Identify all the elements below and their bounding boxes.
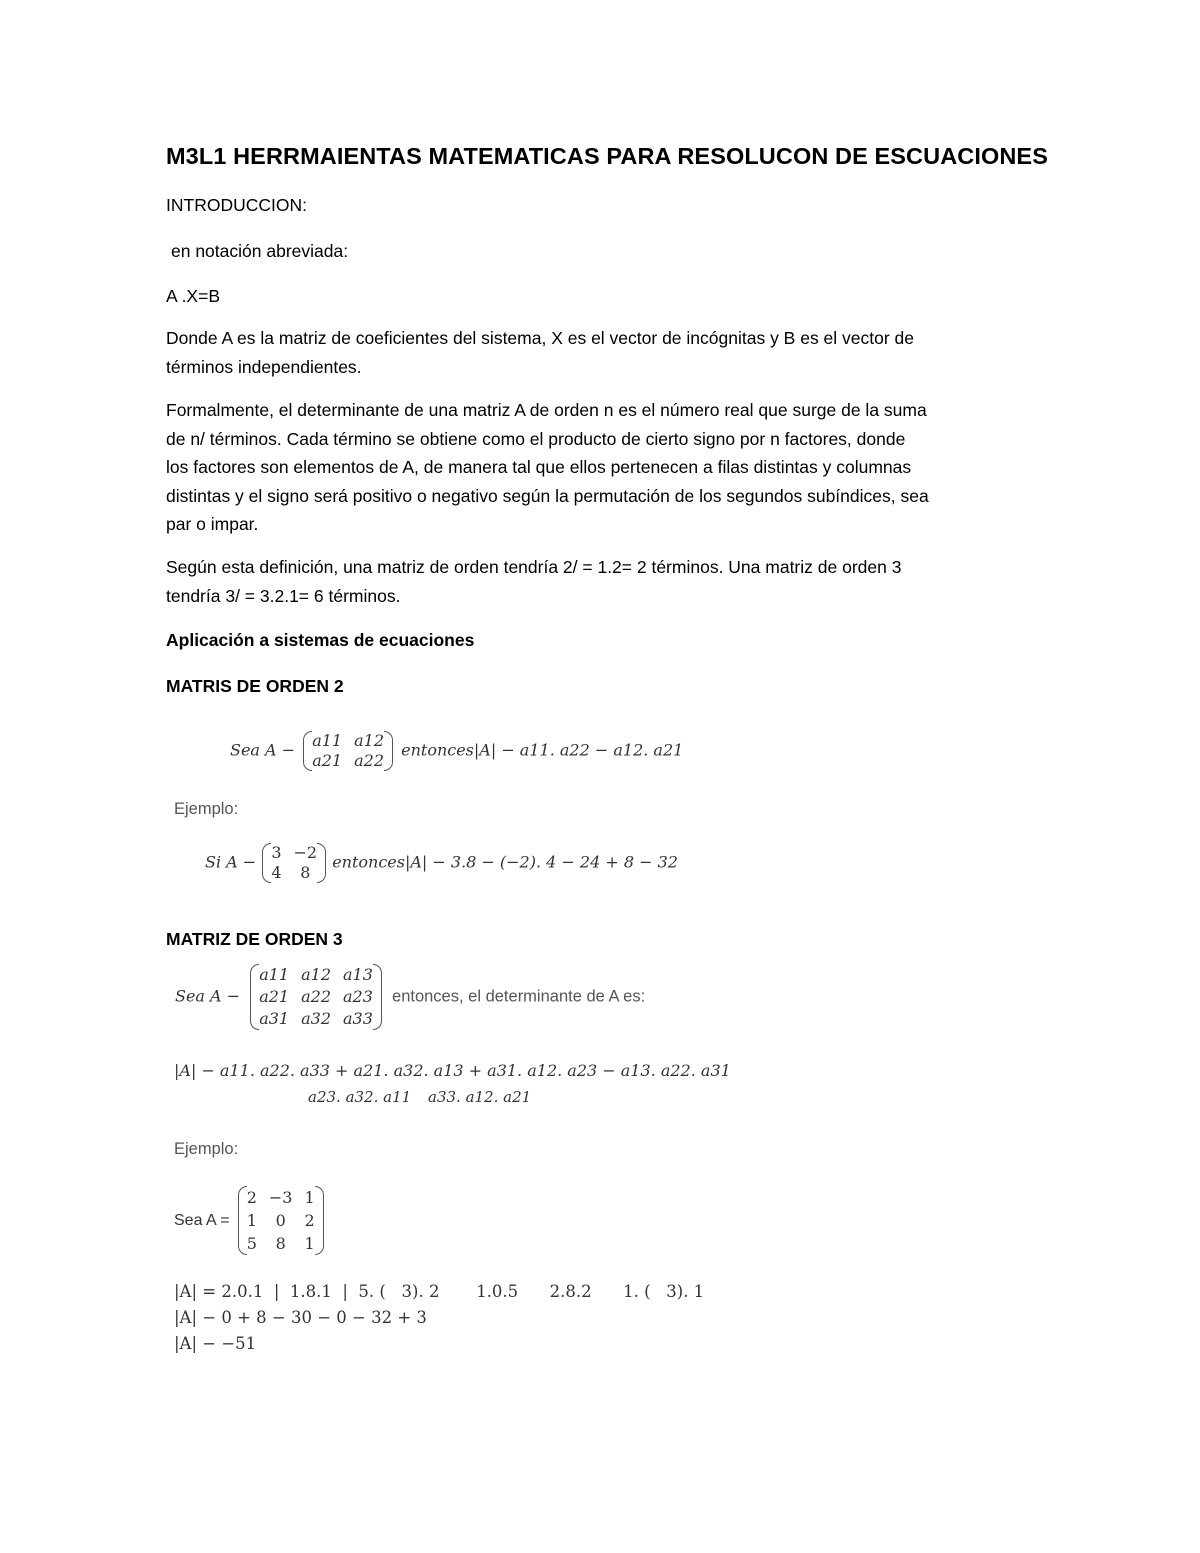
matrix-cell: 3 [271,843,282,862]
matrix-cell: −3 [268,1188,293,1207]
paragraph-line: tendría 3/ = 3.2.1= 6 términos. [166,585,401,606]
matrix-cell: 2 [246,1188,257,1207]
matrix-cell: a21 [312,751,343,770]
matrix-cell: a21 [259,987,290,1006]
order3-calc-line-2: |A| − 0 + 8 − 30 − 0 − 32 + 3 [174,1308,427,1327]
order3-determinant-line-2a: a23. a32. a11 [308,1088,412,1106]
order3-determinant-line-1: |A| − a11. a22. a33 + a21. a32. a13 + a31. a12. a23 − a13. a22. a31 [174,1061,731,1080]
matrix-cell: a11 [259,965,290,984]
order3-example-label: Ejemplo: [174,1140,239,1158]
paragraph-line: términos independientes. [166,356,362,377]
order2-example-si-label: Si A − [205,852,257,872]
matrix-cell: 1 [246,1211,257,1230]
heading-aplicacion: Aplicación a sistemas de ecuaciones [166,630,475,650]
matrix-cell: 1 [304,1234,315,1253]
paragraph-line: Donde A es la matriz de coeficientes del sistema, X es el vector de incógnitas y B es el vector de [166,328,915,348]
notation-line: en notación abreviada: [171,241,349,261]
order2-example [205,843,678,883]
matrix-cell: −2 [293,843,318,862]
paragraph-line: Según esta definición, una matriz de orden tendría 2/ = 1.2= 2 términos. Una matriz de orden 3 [166,557,902,577]
paragraph-segun [166,553,901,610]
order3-determinant-line-2b: a33. a12. a21 [428,1088,532,1106]
order3-example-sea-label: Sea A = [174,1212,230,1229]
order2-example-expression: entonces|A| − 3.8 − (−2). 4 − 24 + 8 − 32 [332,852,678,872]
equation-line: A .X=B [166,286,220,306]
document-title: M3L1 HERRMAIENTAS MATEMATICAS PARA RESOLUCON DE ESCUACIONES [166,143,1048,169]
intro-label: INTRODUCCION: [166,195,307,215]
matrix-cell: 5 [246,1234,257,1253]
matrix-cell: a33 [343,1009,373,1028]
paragraph-formalmente [166,396,929,539]
heading-matriz-orden-3: MATRIZ DE ORDEN 3 [166,929,343,949]
matrix-cell: 4 [271,863,282,882]
order3-matrix [253,964,379,1030]
order2-sea-label: Sea A − [230,740,296,760]
order3-sea-label: Sea A − [175,986,241,1006]
matrix-cell: a12 [301,965,332,984]
matrix-cell: a22 [301,987,332,1006]
order3-example-matrix [241,1186,321,1255]
paragraph-line: distintas y el signo será positivo o negativo según la permutación de los segundos subíndices, sea [166,485,929,506]
matrix-cell: a11 [312,731,343,750]
order2-formula [230,731,683,771]
heading-matriz-orden-2: MATRIS DE ORDEN 2 [166,676,344,696]
paragraph-line: par o impar. [166,514,259,535]
paragraph-line: los factores son elementos de A, de manera tal que ellos pertenecen a filas distintas y columnas [166,457,912,478]
matrix-cell: 8 [275,1234,286,1253]
order2-determinant-expression: entonces|A| − a11. a22 − a12. a21 [401,740,684,760]
matrix-cell: a31 [259,1009,290,1028]
order3-definition [175,964,645,1030]
order3-calc-line-1: |A| = 2.0.1 | 1.8.1 | 5. ( 3). 2 1.0.5 2.8.2 1. ( 3). 1 [174,1282,705,1301]
matrix-cell: a23 [343,987,373,1006]
paragraph-donde [166,324,914,381]
order3-calc-line-3: |A| − −51 [174,1334,257,1353]
order2-example-label: Ejemplo: [174,800,239,818]
order3-after-matrix-text: entonces, el determinante de A es: [392,987,646,1006]
matrix-cell: 0 [275,1211,286,1230]
matrix-cell: a13 [343,965,373,984]
matrix-cell: a22 [354,751,385,770]
paragraph-line: de n/ términos. Cada término se obtiene como el producto de cierto signo por n factores, donde [166,428,906,449]
matrix-cell: a32 [301,1009,332,1028]
order2-example-matrix [265,843,323,883]
matrix-cell: 8 [300,863,311,882]
matrix-cell: 1 [304,1188,315,1207]
order3-example [174,1186,327,1255]
paragraph-line: Formalmente, el determinante de una matriz A de orden n es el número real que surge de la suma [166,400,927,420]
matrix-cell: 2 [304,1211,315,1230]
order2-matrix [306,731,390,771]
matrix-cell: a12 [354,731,385,750]
